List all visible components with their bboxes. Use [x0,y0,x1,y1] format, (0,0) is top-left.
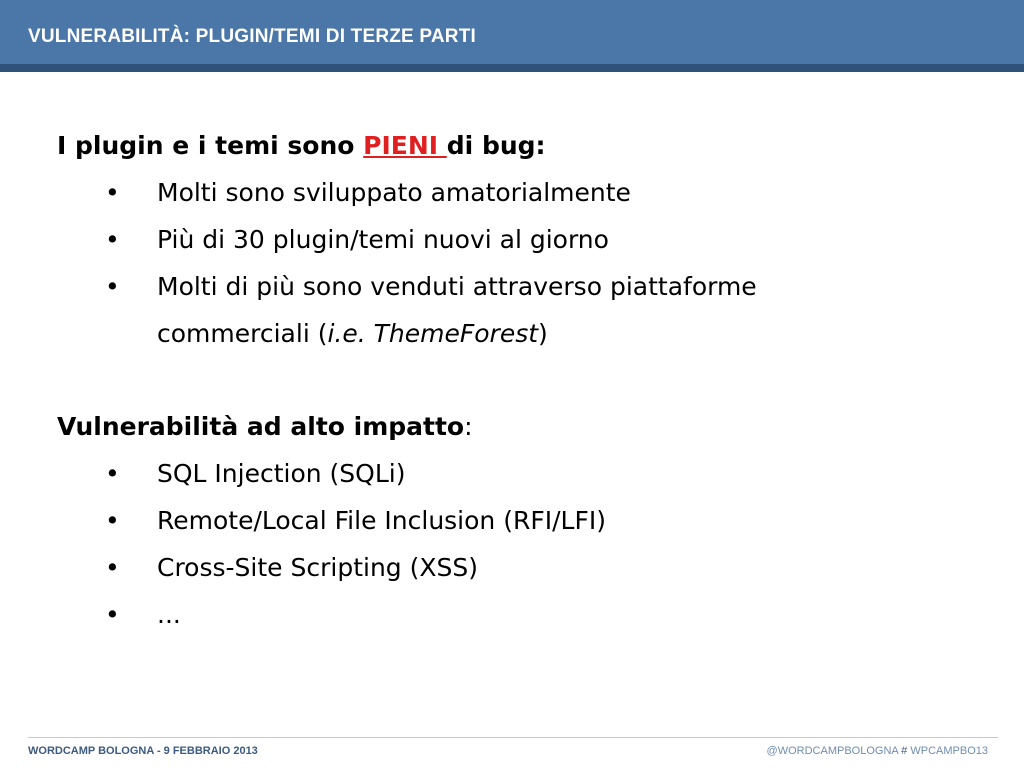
bullet-item [57,497,987,544]
section2-bullet-list [57,450,987,638]
bullet-icon: • [105,506,120,535]
section2-heading [57,403,987,450]
section1-bullet-list [57,169,987,357]
bullet-text: Remote/Local File Inclusion (RFI/LFI) [157,506,606,535]
bullet-icon: • [105,459,120,488]
section1-heading [57,122,987,169]
bullet-item [57,169,987,216]
bullet-text: ... [157,600,181,629]
bullet-icon: • [105,600,120,629]
section2-heading-bold: Vulnerabilità ad alto impatto [57,412,465,441]
bullet-text: Molti di più sono venduti attraverso piattaforme [157,272,757,301]
bullet-text: Cross-Site Scripting (XSS) [157,553,478,582]
bullet-item [57,544,987,591]
spacer [57,357,987,403]
footer-event: WORDCAMP BOLOGNA - 9 FEBBRAIO 2013 [28,745,258,757]
footer-handle: @WORDCAMPBOLOGNA [766,745,899,757]
bullet-icon: • [105,272,120,301]
slide-header [0,0,1024,72]
bullet-text: Più di 30 plugin/temi nuovi al giorno [157,225,609,254]
footer-hashtag: WPCAMPBO13 [910,745,988,757]
section2-heading-suffix: : [464,412,473,441]
bullet-item [57,591,987,638]
slide-title: VULNERABILITÀ: PLUGIN/TEMI DI TERZE PARTI [28,26,477,47]
bullet-icon: • [105,178,120,207]
bullet-item [57,216,987,263]
footer-social [767,745,988,757]
section1-heading-prefix: I plugin e i temi sono [57,131,364,160]
bullet-icon: • [105,225,120,254]
bullet-text: SQL Injection (SQLi) [157,459,406,488]
bullet-text: Molti sono sviluppato amatorialmente [157,178,631,207]
footer-hash: # [898,745,911,757]
bullet-text-suffix: ) [538,319,548,348]
bullet-item [57,263,987,357]
bullet-icon: • [105,553,120,582]
bullet-text-continuation: commerciali ( [157,319,328,348]
footer-divider [28,737,998,738]
slide-content [57,122,987,638]
section1-heading-suffix: di bug: [446,131,546,160]
section1-heading-highlight: PIENI [363,131,447,160]
bullet-text-italic: i.e. ThemeForest [327,319,539,348]
bullet-item [57,450,987,497]
